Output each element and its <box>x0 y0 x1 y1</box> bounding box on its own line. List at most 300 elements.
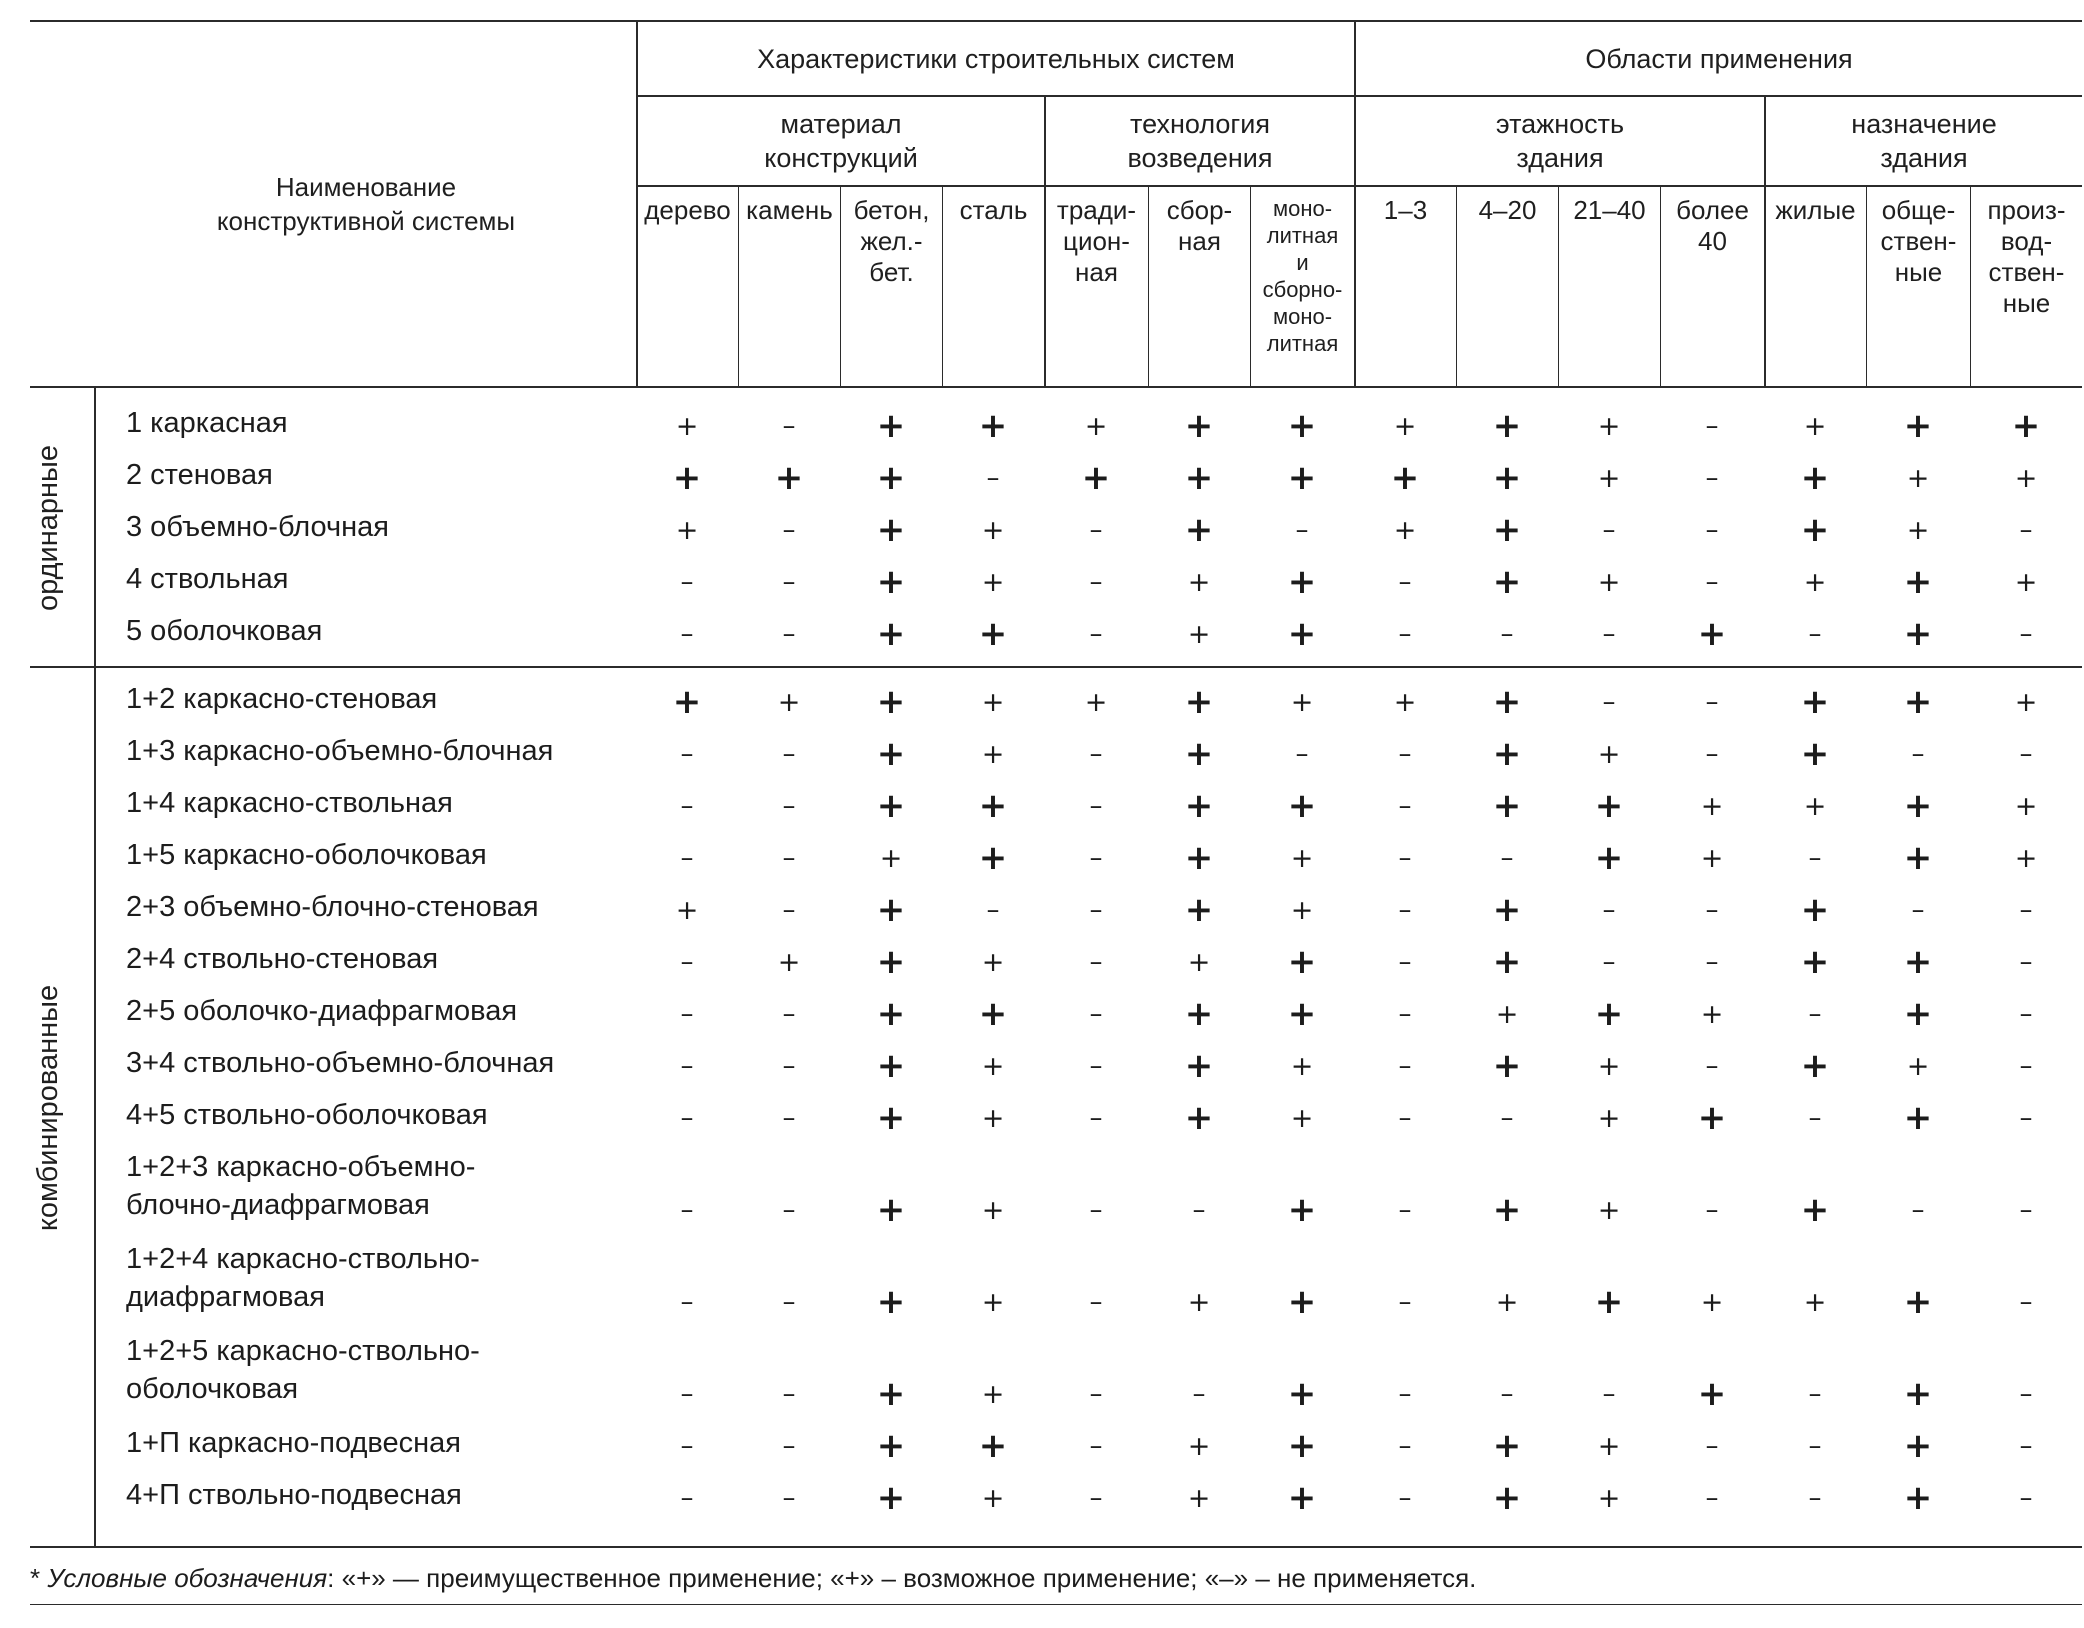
table-cell: + <box>1597 1102 1621 1134</box>
table-cell: – <box>1705 567 1719 597</box>
table-cell: + <box>1184 786 1214 826</box>
table-cell: – <box>1089 1379 1103 1409</box>
footnote-text: : «+» — преимущественное применение; «+» – возможное применение; «–» – не применяется. <box>327 1563 1477 1593</box>
row-name-line: 2 стеновая <box>126 459 273 491</box>
table-cell: + <box>978 1426 1008 1466</box>
table-cell: + <box>1903 838 1933 878</box>
table-cell: + <box>1492 1190 1522 1230</box>
row-name <box>126 404 288 442</box>
column-header-11: более 40 <box>1676 195 1749 256</box>
table-cell: + <box>1700 998 1724 1030</box>
table-cell: + <box>1903 1282 1933 1322</box>
table-cell: – <box>1089 1287 1103 1317</box>
row-name <box>126 680 437 718</box>
table-cell: – <box>1500 1103 1514 1133</box>
table-cell: – <box>1705 1431 1719 1461</box>
header-subgroup-floors: этажность здания <box>1495 109 1625 173</box>
column-header-14: произ- вод- ствен- ные <box>1987 195 2066 318</box>
table-cell: + <box>1594 838 1624 878</box>
table-cell: – <box>680 791 694 821</box>
table-cell: – <box>680 1483 694 1513</box>
header-subgroup-material: материал конструкций <box>764 109 918 173</box>
row-name-line: 1+П каркасно-подвесная <box>126 1427 461 1459</box>
table-cell: – <box>782 895 796 925</box>
table-cell: + <box>1800 682 1830 722</box>
table-cell: – <box>1602 515 1616 545</box>
table-cell: – <box>782 1195 796 1225</box>
table-cell: + <box>1184 510 1214 550</box>
table-cell: + <box>1697 1098 1727 1138</box>
table-cell: + <box>1393 514 1417 546</box>
table-cell: – <box>782 1103 796 1133</box>
table-cell: + <box>978 994 1008 1034</box>
table-cell: + <box>1492 1046 1522 1086</box>
table-cell: – <box>1398 1483 1412 1513</box>
table-cell: + <box>2014 842 2038 874</box>
table-cell: + <box>1803 790 1827 822</box>
table-cell: + <box>876 1098 906 1138</box>
table-cell: – <box>782 1287 796 1317</box>
table-cell: – <box>1911 739 1925 769</box>
column-header-3: бетон, жел.- бет. <box>853 195 930 287</box>
row-name-line: 1 каркасная <box>126 407 288 439</box>
table-cell: + <box>675 514 699 546</box>
table-cell: – <box>1089 1195 1103 1225</box>
table-cell: – <box>1705 1051 1719 1081</box>
table-cell: – <box>1089 739 1103 769</box>
table-cell: + <box>1287 786 1317 826</box>
row-name-line: 2+3 объемно-блочно-стеновая <box>126 891 539 923</box>
table-cell: + <box>1287 942 1317 982</box>
table-cell: – <box>1398 1051 1412 1081</box>
row-name <box>126 836 487 874</box>
table-cell: + <box>1287 1282 1317 1322</box>
table-cell: – <box>1398 619 1412 649</box>
table-cell: – <box>1089 895 1103 925</box>
table-cell: + <box>1597 410 1621 442</box>
table-cell: + <box>1597 462 1621 494</box>
table-cell: + <box>978 614 1008 654</box>
table-cell: + <box>2014 790 2038 822</box>
table-cell: + <box>1290 1102 1314 1134</box>
table-cell: + <box>1597 1430 1621 1462</box>
table-cell: + <box>1492 510 1522 550</box>
header-group-applications: Области применения <box>1585 43 1853 74</box>
table-cell: + <box>1594 1282 1624 1322</box>
table-cell: + <box>1800 1046 1830 1086</box>
table-cell: – <box>782 1379 796 1409</box>
table-cell: + <box>1187 1482 1211 1514</box>
table-cell: – <box>680 1287 694 1317</box>
table-cell: – <box>1398 791 1412 821</box>
table-cell: – <box>1602 947 1616 977</box>
table-cell: + <box>1594 994 1624 1034</box>
table-cell: + <box>1187 1430 1211 1462</box>
table-cell: + <box>1903 994 1933 1034</box>
table-cell: + <box>1800 458 1830 498</box>
table-cell: – <box>1089 567 1103 597</box>
table-cell: – <box>1602 895 1616 925</box>
row-name <box>126 1148 475 1224</box>
table-cell: – <box>1911 1195 1925 1225</box>
row-name <box>126 1240 480 1316</box>
table-cell: + <box>675 410 699 442</box>
row-name-line: 2+4 ствольно-стеновая <box>126 943 439 975</box>
table-cell: + <box>1492 734 1522 774</box>
table-cell: + <box>1390 458 1420 498</box>
table-cell: + <box>1393 686 1417 718</box>
table-cell: + <box>1184 458 1214 498</box>
table-cell: + <box>1184 994 1214 1034</box>
table-cell: – <box>680 1431 694 1461</box>
row-name-line: 1+2+5 каркасно-ствольно- <box>126 1335 480 1367</box>
table-cell: – <box>680 843 694 873</box>
table-cell: + <box>978 838 1008 878</box>
table-cell: + <box>1184 406 1214 446</box>
table-cell: – <box>1089 1051 1103 1081</box>
row-name-line: блочно-диафрагмовая <box>126 1189 430 1221</box>
table-cell: + <box>672 458 702 498</box>
row-name-line: 4 ствольная <box>126 563 289 595</box>
table-cell: + <box>777 946 801 978</box>
table-cell: + <box>1393 410 1417 442</box>
table-cell: – <box>2019 1103 2033 1133</box>
row-name <box>126 732 553 770</box>
table-cell: + <box>1492 458 1522 498</box>
table-cell: + <box>981 1050 1005 1082</box>
table-cell: + <box>1084 686 1108 718</box>
table-cell: – <box>1705 1195 1719 1225</box>
table-cell: + <box>876 614 906 654</box>
table-cell: + <box>1290 894 1314 926</box>
column-header-10: 21–40 <box>1573 195 1646 225</box>
group-label-ordinary: ординарные <box>32 445 64 611</box>
table-cell: + <box>1184 682 1214 722</box>
table-cell: + <box>876 890 906 930</box>
table-cell: – <box>782 411 796 441</box>
table-cell: + <box>1597 1194 1621 1226</box>
table-cell: + <box>1800 942 1830 982</box>
row-name-line: 3+4 ствольно-объемно-блочная <box>126 1047 555 1079</box>
column-header-1: дерево <box>644 195 731 225</box>
table-cell: + <box>1187 566 1211 598</box>
table-cell: + <box>1184 1046 1214 1086</box>
row-name-line: 2+5 оболочко-диафрагмовая <box>126 995 518 1027</box>
table-cell: – <box>782 791 796 821</box>
table-cell: + <box>1287 994 1317 1034</box>
header-subgroup-purpose: назначение здания <box>1851 109 1997 173</box>
table-cell: – <box>986 463 1000 493</box>
table-cell: – <box>1398 843 1412 873</box>
table-cell: – <box>680 999 694 1029</box>
table-cell: + <box>981 1482 1005 1514</box>
table-cell: – <box>1192 1379 1206 1409</box>
table-cell: – <box>1089 843 1103 873</box>
row-name-line: 1+5 каркасно-оболочковая <box>126 839 487 871</box>
table-cell: – <box>1089 791 1103 821</box>
table-cell: + <box>876 1046 906 1086</box>
table-cell: – <box>1398 567 1412 597</box>
table-cell: + <box>1184 1098 1214 1138</box>
table-cell: – <box>1705 1483 1719 1513</box>
row-name <box>126 940 438 978</box>
table-cell: – <box>2019 1287 2033 1317</box>
table-cell: – <box>1705 687 1719 717</box>
table-cell: – <box>1808 1431 1822 1461</box>
table-cell: – <box>680 567 694 597</box>
table-cell: + <box>1697 1374 1727 1414</box>
table-cell: + <box>1903 562 1933 602</box>
table-cell: – <box>680 947 694 977</box>
table-cell: – <box>1602 619 1616 649</box>
table-cell: + <box>1492 562 1522 602</box>
table-cell: – <box>1295 515 1309 545</box>
table-cell: + <box>2014 462 2038 494</box>
column-header-12: жилые <box>1775 195 1856 225</box>
table-cell: + <box>876 786 906 826</box>
table-cell: + <box>1492 1426 1522 1466</box>
table-cell: – <box>1089 1483 1103 1513</box>
row-name-line: диафрагмовая <box>126 1281 325 1313</box>
row-name <box>126 612 322 650</box>
row-name <box>126 888 539 926</box>
rule-header-bottom <box>30 386 2082 388</box>
table-cell: + <box>1081 458 1111 498</box>
table-cell: + <box>1903 682 1933 722</box>
table-cell: + <box>1492 942 1522 982</box>
table-cell: – <box>1705 463 1719 493</box>
column-header-9: 4–20 <box>1478 195 1537 225</box>
table-cell: – <box>2019 1379 2033 1409</box>
row-name-line: 1+2+4 каркасно-ствольно- <box>126 1243 480 1275</box>
table-cell: + <box>2011 406 2041 446</box>
table-cell: + <box>1903 1374 1933 1414</box>
table-cell: – <box>2019 619 2033 649</box>
table-cell: – <box>1705 895 1719 925</box>
column-header-8: 1–3 <box>1383 195 1428 225</box>
table-cell: – <box>2019 1051 2033 1081</box>
table-cell: – <box>1500 619 1514 649</box>
table-cell: + <box>1800 890 1830 930</box>
row-name <box>126 1044 554 1082</box>
table-cell: – <box>986 895 1000 925</box>
table-cell: + <box>1495 1286 1519 1318</box>
table-cell: + <box>1287 562 1317 602</box>
table-cell: + <box>1184 890 1214 930</box>
table-cell: – <box>1705 515 1719 545</box>
table-cell: + <box>981 1378 1005 1410</box>
footnote-marker: * <box>30 1563 48 1593</box>
table-cell: – <box>680 1051 694 1081</box>
table-cell: – <box>782 999 796 1029</box>
rule-table-bottom <box>30 1546 2082 1548</box>
table-cell: + <box>675 894 699 926</box>
table-cell: – <box>1808 843 1822 873</box>
table-cell: + <box>1287 1478 1317 1518</box>
table-cell: + <box>1800 510 1830 550</box>
table-cell: + <box>2014 686 2038 718</box>
table-cell: – <box>2019 999 2033 1029</box>
table-cell: – <box>1808 1379 1822 1409</box>
table-cell: + <box>978 786 1008 826</box>
table-cell: + <box>1290 686 1314 718</box>
table-cell: – <box>2019 895 2033 925</box>
table-cell: + <box>1597 738 1621 770</box>
header-subgroup-technology: технология возведения <box>1127 109 1273 173</box>
table-cell: + <box>1187 946 1211 978</box>
table-cell: – <box>680 1379 694 1409</box>
table-cell: + <box>1187 1286 1211 1318</box>
rule-page-bottom <box>30 1604 2082 1605</box>
table-cell: + <box>876 1282 906 1322</box>
table-cell: + <box>876 458 906 498</box>
row-name <box>126 1476 462 1514</box>
table-cell: + <box>1803 1286 1827 1318</box>
table-cell: + <box>876 406 906 446</box>
table-cell: + <box>1903 1478 1933 1518</box>
table-cell: – <box>1705 739 1719 769</box>
table-cell: – <box>1089 947 1103 977</box>
table-cell: – <box>1911 895 1925 925</box>
table-cell: – <box>782 1051 796 1081</box>
table-cell: + <box>876 1374 906 1414</box>
table-cell: – <box>782 739 796 769</box>
table-cell: + <box>981 686 1005 718</box>
table-cell: + <box>981 514 1005 546</box>
table-cell: – <box>1500 1379 1514 1409</box>
table-cell: + <box>1492 890 1522 930</box>
table-cell: + <box>876 942 906 982</box>
table-cell: – <box>1398 947 1412 977</box>
table-cell: + <box>981 1286 1005 1318</box>
column-header-5: тради- цион- ная <box>1056 195 1137 287</box>
table-cell: – <box>1089 515 1103 545</box>
row-name <box>126 508 389 546</box>
table-cell: + <box>1903 942 1933 982</box>
header-name-column: Наименование конструктивной системы <box>216 172 516 236</box>
table-cell: – <box>1808 619 1822 649</box>
row-name-line: 1+3 каркасно-объемно-блочная <box>126 735 554 767</box>
table-cell: + <box>981 1194 1005 1226</box>
table-cell: + <box>876 1190 906 1230</box>
table-cell: + <box>876 994 906 1034</box>
table-cell: + <box>1903 1098 1933 1138</box>
table-cell: + <box>876 1426 906 1466</box>
group-label-combined: комбинированные <box>32 984 64 1232</box>
table-cell: + <box>1287 406 1317 446</box>
table-cell: – <box>1808 1483 1822 1513</box>
row-name <box>126 784 453 822</box>
column-header-7: моно- литная и сборно- моно- литная <box>1262 196 1343 356</box>
table-cell: – <box>1602 687 1616 717</box>
table-cell: + <box>1906 1050 1930 1082</box>
table-cell: – <box>1602 1379 1616 1409</box>
row-name-line: 4+П ствольно-подвесная <box>126 1479 462 1511</box>
table-cell: + <box>1287 1374 1317 1414</box>
row-name <box>126 456 273 494</box>
table-cell: + <box>1903 406 1933 446</box>
table-cell: + <box>981 1102 1005 1134</box>
table-cell: + <box>1287 1426 1317 1466</box>
table-cell: – <box>680 1103 694 1133</box>
table-cell: + <box>1700 1286 1724 1318</box>
table-cell: – <box>1398 1379 1412 1409</box>
row-name-line: 1+2 каркасно-стеновая <box>126 683 438 715</box>
table-cell: – <box>782 843 796 873</box>
table-cell: + <box>879 842 903 874</box>
rule-group-separator <box>30 666 2082 668</box>
table-cell: + <box>876 510 906 550</box>
table-cell: + <box>1290 1050 1314 1082</box>
row-name <box>126 1332 480 1408</box>
table-cell: – <box>1398 1431 1412 1461</box>
table-cell: + <box>1594 786 1624 826</box>
table-cell: + <box>1287 458 1317 498</box>
column-header-4: сталь <box>959 195 1028 225</box>
table-cell: + <box>1803 410 1827 442</box>
table-cell: + <box>774 458 804 498</box>
table-cell: + <box>777 686 801 718</box>
table-cell: + <box>978 406 1008 446</box>
table-cell: – <box>1398 1103 1412 1133</box>
row-name <box>126 1424 461 1462</box>
table-cell: + <box>1287 614 1317 654</box>
table-cell: + <box>1906 462 1930 494</box>
table-cell: + <box>1495 998 1519 1030</box>
table-cell: – <box>2019 947 2033 977</box>
table-cell: + <box>1597 1482 1621 1514</box>
table-cell: – <box>1089 999 1103 1029</box>
table-cell: + <box>1492 682 1522 722</box>
table-cell: + <box>1697 614 1727 654</box>
column-header-6: сбор- ная <box>1166 195 1233 256</box>
table-cell: – <box>782 1483 796 1513</box>
table-cell: + <box>1287 1190 1317 1230</box>
table-cell: + <box>1084 410 1108 442</box>
table-cell: – <box>1295 739 1309 769</box>
table-cell: – <box>1705 411 1719 441</box>
table-cell: + <box>981 946 1005 978</box>
table-cell: + <box>876 562 906 602</box>
table-cell: + <box>1184 734 1214 774</box>
row-name-line: 1+4 каркасно-ствольная <box>126 787 453 819</box>
table-cell: + <box>1803 566 1827 598</box>
table-cell: + <box>981 566 1005 598</box>
table-cell: + <box>1903 614 1933 654</box>
table-cell: + <box>2014 566 2038 598</box>
row-name <box>126 560 288 598</box>
row-name-line: оболочковая <box>126 1373 299 1405</box>
table-cell: – <box>1398 1195 1412 1225</box>
table-cell: – <box>1808 1103 1822 1133</box>
table-cell: + <box>1906 514 1930 546</box>
table-cell: + <box>1597 566 1621 598</box>
row-name-line: 4+5 ствольно-оболочковая <box>126 1099 488 1131</box>
row-name-line: 3 объемно-блочная <box>126 511 389 543</box>
table-cell: + <box>1184 838 1214 878</box>
table-cell: – <box>1089 1431 1103 1461</box>
footnote-label: Условные обозначения <box>47 1563 328 1593</box>
table-cell: + <box>1903 786 1933 826</box>
table-cell: – <box>782 619 796 649</box>
table-cell: + <box>1800 1190 1830 1230</box>
table-cell: – <box>1089 619 1103 649</box>
header-group-characteristics: Характеристики строительных систем <box>757 43 1235 74</box>
table-cell: + <box>876 734 906 774</box>
footnote <box>30 1563 1476 1594</box>
table-cell: – <box>680 739 694 769</box>
table-cell: + <box>1800 734 1830 774</box>
